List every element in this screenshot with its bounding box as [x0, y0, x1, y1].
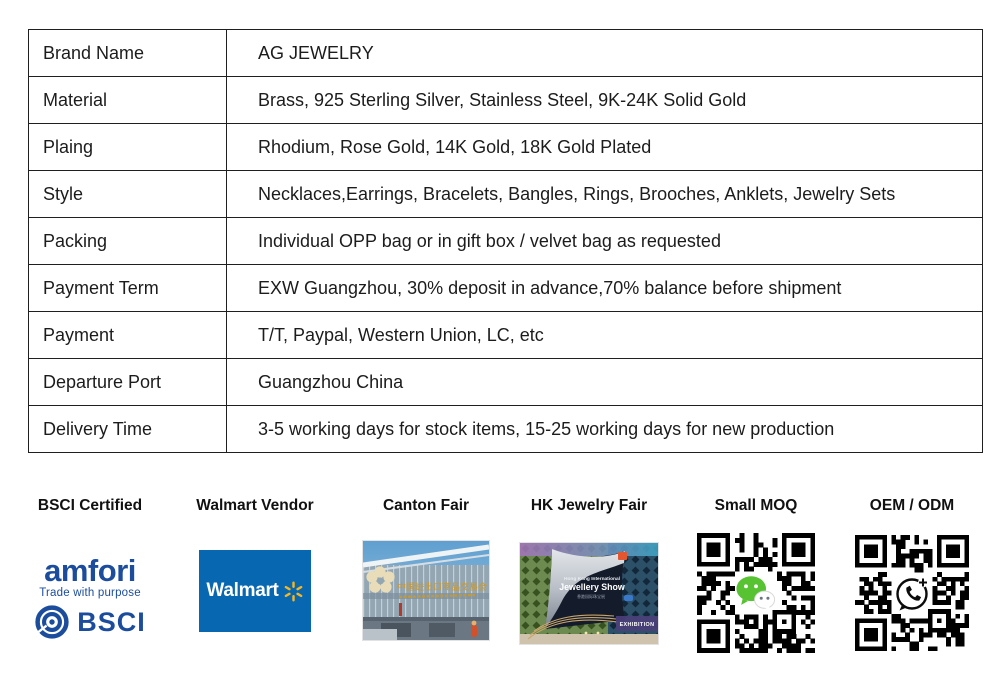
table-row	[29, 359, 983, 406]
table-row	[29, 77, 983, 124]
hk-jewellery-show-photo	[520, 543, 658, 644]
spec-value: AG JEWELRY	[227, 30, 983, 77]
canton-sign-text: 中国进出口商品交易会	[397, 582, 488, 592]
amfori-tagline: Trade with purpose	[39, 587, 141, 599]
badge-oem-odm	[847, 496, 977, 651]
badge-label-moq: Small MOQ	[714, 497, 798, 514]
small-moq-qr-code	[697, 533, 815, 653]
spec-label: Material	[29, 77, 227, 124]
bsci-wordmark: BSCI	[77, 606, 146, 637]
hktdc-logo-mark	[618, 552, 627, 560]
spec-label: Departure Port	[29, 359, 227, 406]
walmart-logo	[199, 550, 311, 632]
spec-label: Payment	[29, 312, 227, 359]
spec-value: 3-5 working days for stock items, 15-25 working days for new production	[227, 406, 983, 453]
walmart-wordmark: Walmart	[206, 580, 279, 601]
badge-label-walmart: Walmart Vendor	[196, 497, 314, 514]
badge-bsci-certified	[20, 496, 160, 640]
badge-label-hk: HK Jewelry Fair	[530, 497, 648, 514]
table-row	[29, 312, 983, 359]
hk-show-line2: Jewellery Show	[559, 582, 625, 592]
badge-small-moq	[691, 496, 821, 653]
canton-fair-photo	[363, 541, 489, 640]
table-row	[29, 171, 983, 218]
badge-label-bsci: BSCI Certified	[37, 497, 143, 514]
table-row	[29, 124, 983, 171]
spec-value: Brass, 925 Sterling Silver, Stainless Steel, 9K-24K Solid Gold	[227, 77, 983, 124]
table-row	[29, 30, 983, 77]
spec-label: Delivery Time	[29, 406, 227, 453]
spec-label: Style	[29, 171, 227, 218]
bsci-spiral-icon	[34, 604, 70, 640]
table-row	[29, 265, 983, 312]
hk-show-line1: Hong Kong International	[564, 577, 620, 582]
spec-value: Individual OPP bag or in gift box / velvet bag as requested	[227, 218, 983, 265]
spec-label: Packing	[29, 218, 227, 265]
wechat-icon	[735, 575, 777, 612]
badge-label-oem: OEM / ODM	[869, 497, 955, 514]
oem-odm-qr-code	[855, 535, 969, 651]
amfori-wordmark: amfori	[44, 553, 136, 588]
product-spec-table	[28, 29, 983, 453]
badge-label-canton: Canton Fair	[382, 497, 470, 514]
hk-exhibition-text: EXHIBITION	[619, 622, 655, 628]
spec-value: T/T, Paypal, Western Union, LC, etc	[227, 312, 983, 359]
spec-value: EXW Guangzhou, 30% deposit in advance,70% balance before shipment	[227, 265, 983, 312]
spec-label: Plaing	[29, 124, 227, 171]
certification-badges-row	[0, 496, 1000, 671]
spec-label: Payment Term	[29, 265, 227, 312]
table-row	[29, 218, 983, 265]
spec-value: Guangzhou China	[227, 359, 983, 406]
whatsapp-phone-icon	[892, 573, 932, 613]
spec-label: Brand Name	[29, 30, 227, 77]
walmart-spark-icon	[283, 581, 304, 602]
hk-show-line3: 香港国际珠宝展	[577, 594, 605, 599]
badge-walmart-vendor	[185, 496, 325, 632]
spec-value: Necklaces,Earrings, Bracelets, Bangles, Rings, Brooches, Anklets, Jewelry Sets	[227, 171, 983, 218]
spec-value: Rhodium, Rose Gold, 14K Gold, 18K Gold Plated	[227, 124, 983, 171]
badge-hk-jewelry-fair	[519, 496, 659, 644]
amfori-bsci-logo	[28, 553, 152, 640]
badge-canton-fair	[356, 496, 496, 640]
table-row	[29, 406, 983, 453]
